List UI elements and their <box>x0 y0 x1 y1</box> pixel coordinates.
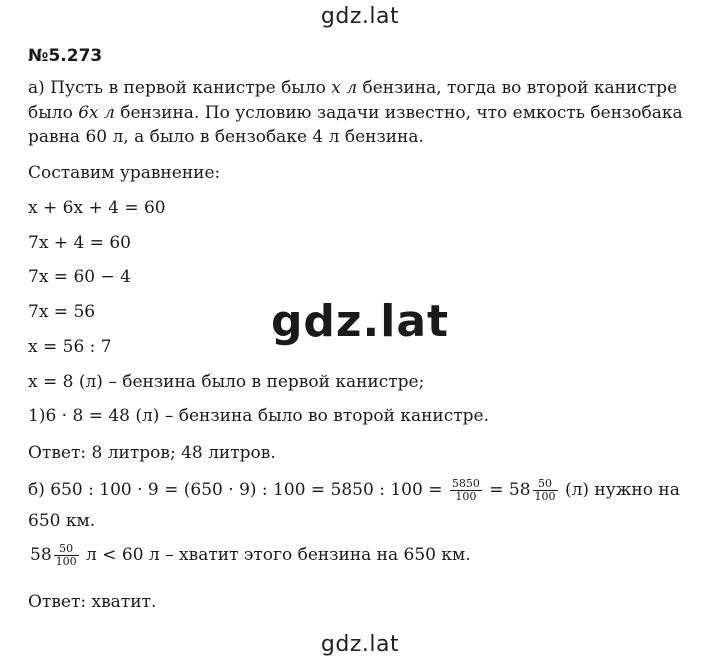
equation-5: x = 56 : 7 <box>28 337 112 357</box>
equation-6: x = 8 (л) – бензина было в первой канистре; <box>28 372 425 392</box>
part-a-line-3: равна 60 л, а было в бензобаке 4 л бензина. <box>28 127 424 147</box>
equation-4: 7x = 56 <box>28 302 96 322</box>
fraction-50-100-b: $\frac{50}{100}$ <box>55 542 77 568</box>
equation-7: 1)6 · 8 = 48 (л) – бензина было во второй канистре. <box>28 406 490 426</box>
compose-heading: Составим уравнение: <box>28 163 221 183</box>
watermark-center: gdz.lat <box>270 296 450 347</box>
part-b-line-3: 58 $\frac{50}{100}$ л < 60 л – хватит этого бензина на 650 км. <box>30 542 471 568</box>
problem-number: №5.273 <box>28 46 103 66</box>
part-b-line-1: б) 650 : 100 · 9 = (650 · 9) : 100 = 5850 : 100 = $\frac{5850}{100}$ = 58 $\frac{50}{100}$ (л) нужно на <box>28 477 680 503</box>
watermark-bottom: gdz.lat <box>320 632 400 657</box>
fraction-50-100: $\frac{50}{100}$ <box>534 477 556 503</box>
answer-a: Ответ: 8 литров; 48 литров. <box>28 443 276 463</box>
part-a-line-1: а) Пусть в первой канистре было x л бензина, тогда во второй канистре <box>28 78 678 98</box>
part-b-line-2: 650 км. <box>28 511 96 531</box>
fraction-5850-100: $\frac{5850}{100}$ <box>451 477 480 503</box>
equation-2: 7x + 4 = 60 <box>28 233 131 253</box>
part-a-line-2: было 6x л бензина. По условию задачи известно, что емкость бензобака <box>28 103 683 123</box>
answer-b: Ответ: хватит. <box>28 592 157 612</box>
watermark-top: gdz.lat <box>320 4 400 29</box>
equation-3: 7x = 60 − 4 <box>28 267 131 287</box>
equation-1: x + 6x + 4 = 60 <box>28 198 166 218</box>
